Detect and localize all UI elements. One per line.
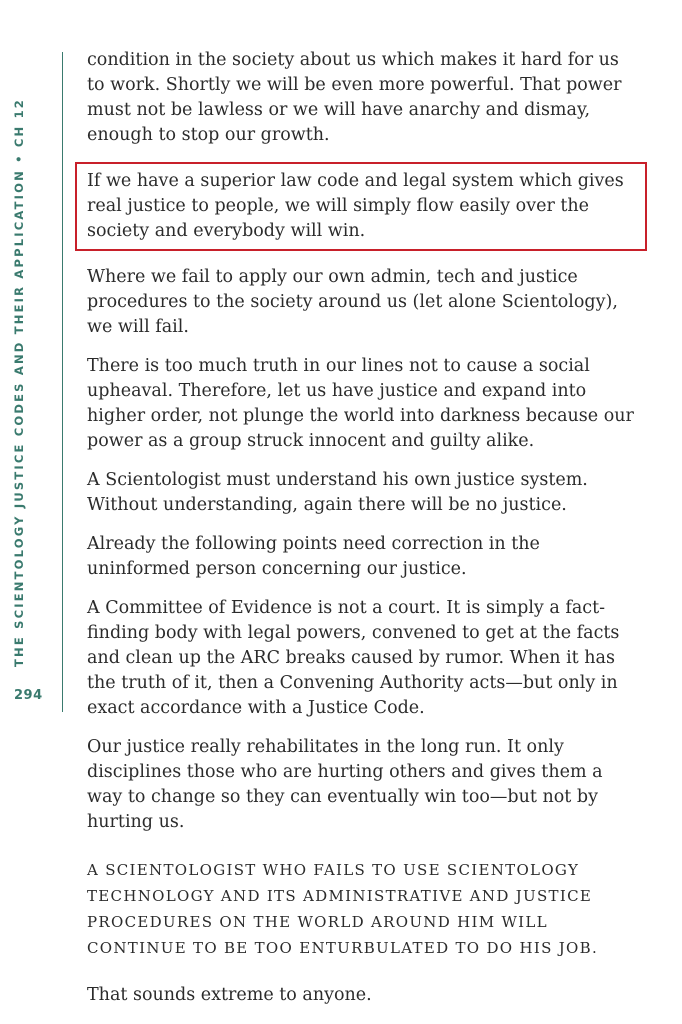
paragraph-8: Our justice really rehabilitates in the long run. It only disciplines those who are hurting others and gives them a way to change so they can eventually win too—but not by hurting us. — [87, 737, 603, 832]
paragraph-3: Where we fail to apply our own admin, tech and justice procedures to the society around us (let alone Scientology), we will fail. — [87, 267, 618, 337]
paragraph-1: condition in the society about us which makes it hard for us to work. Shortly we will be even more powerful. That power must not be lawless or we will have anarchy and dismay, enough to stop our growth. — [87, 50, 622, 145]
running-head: THE SCIENTOLOGY JUSTICE CODES AND THEIR APPLICATION • CH 12 — [12, 98, 26, 667]
body-text — [87, 48, 639, 1022]
page-number: 294 — [14, 688, 43, 703]
paragraph-6: Already the following points need correction in the uninformed person concerning our justice. — [87, 534, 540, 579]
page-margin-sidebar — [0, 0, 60, 1024]
paragraph-10: That sounds extreme to anyone. — [87, 985, 372, 1005]
paragraph-7: A Committee of Evidence is not a court. It is simply a fact-finding body with legal powers, convened to get at the facts and clean up the ARC breaks caused by rumor. When it has the truth of it, then a Convening Authority acts—but only in exact accordance with a Justice Code. — [87, 598, 620, 718]
paragraph-2-highlighted: If we have a superior law code and legal system which gives real justice to people, we will simply flow easily over the society and everybody will win. — [87, 171, 624, 241]
paragraph-9-caps: A SCIENTOLOGIST WHO FAILS TO USE SCIENTOLOGY TECHNOLOGY AND ITS ADMINISTRATIVE AND JUSTICE PROCEDURES ON THE WORLD AROUND HIM WILL CONTINUE TO BE TOO ENTURBULATED TO DO HIS JOB. — [87, 861, 599, 957]
margin-divider-line — [62, 52, 63, 712]
paragraph-5: A Scientologist must understand his own justice system. Without understanding, again there will be no justice. — [87, 470, 588, 515]
highlighted-passage-box — [75, 162, 647, 251]
paragraph-4: There is too much truth in our lines not to cause a social upheaval. Therefore, let us have justice and expand into higher order, not plunge the world into darkness because our power as a group struck innocent and guilty alike. — [87, 356, 634, 451]
